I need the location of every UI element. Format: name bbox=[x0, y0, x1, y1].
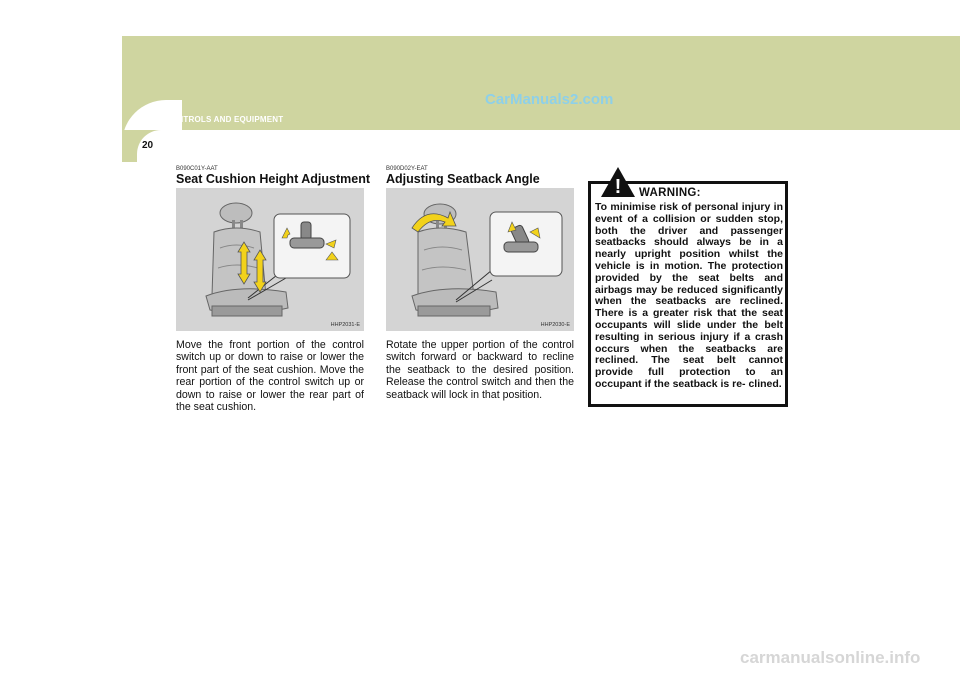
heading-seat-cushion: Seat Cushion Height Adjustment bbox=[176, 172, 370, 186]
warning-glyph: ! bbox=[614, 176, 622, 198]
watermark-link[interactable]: CarManuals2.com bbox=[485, 91, 614, 108]
warning-text: To minimise risk of personal injury in event of a collision or sudden stop, both the driver and passenger seatbacks should always be in a nearly upright position whilst the vehicle is in motion. The protection provided by the seat belts and airbags may be reduced significantly when the seatbacks are reclined. There is a greater risk that the seat occupants will slide under the belt resulting in serious injury if a crash occurs when the seatbacks are reclined. The seat belt cannot provide full protection to an occupant if the seatback is re- clined. bbox=[595, 201, 783, 390]
chapter-title: CONTROLS AND EQUIPMENT bbox=[165, 115, 284, 124]
body-seat-cushion: Move the front portion of the control switch up or down to raise or lower the front part of the seat cushion. Move the rear portion of the control switch up or down to raise or lower the rear part of the seat cushion. bbox=[176, 339, 364, 414]
section-code-seat-cushion: B090C01Y-AAT bbox=[176, 166, 218, 172]
figure-label-seatback: HHP2030-E bbox=[540, 322, 570, 328]
warning-title: WARNING: bbox=[639, 187, 701, 199]
chapter-number: 1 bbox=[151, 110, 162, 131]
figure-seatback bbox=[386, 188, 574, 331]
heading-seatback: Adjusting Seatback Angle bbox=[386, 172, 540, 186]
seat-cushion-illustration bbox=[176, 188, 364, 331]
warning-triangle-icon bbox=[600, 166, 636, 203]
figure-seat-cushion bbox=[176, 188, 364, 331]
section-code-seatback: B090D02Y-EAT bbox=[386, 166, 428, 172]
body-seatback: Rotate the upper portion of the control switch forward or backward to recline the seatback to the desired position. Release the control switch and then the seatback will lock in that position. bbox=[386, 339, 574, 401]
seatback-illustration bbox=[386, 188, 574, 331]
figure-label-seat-cushion: HHP2031-E bbox=[330, 322, 360, 328]
footer-watermark: carmanualsonline.info bbox=[740, 648, 921, 667]
page-number: 20 bbox=[142, 140, 154, 151]
